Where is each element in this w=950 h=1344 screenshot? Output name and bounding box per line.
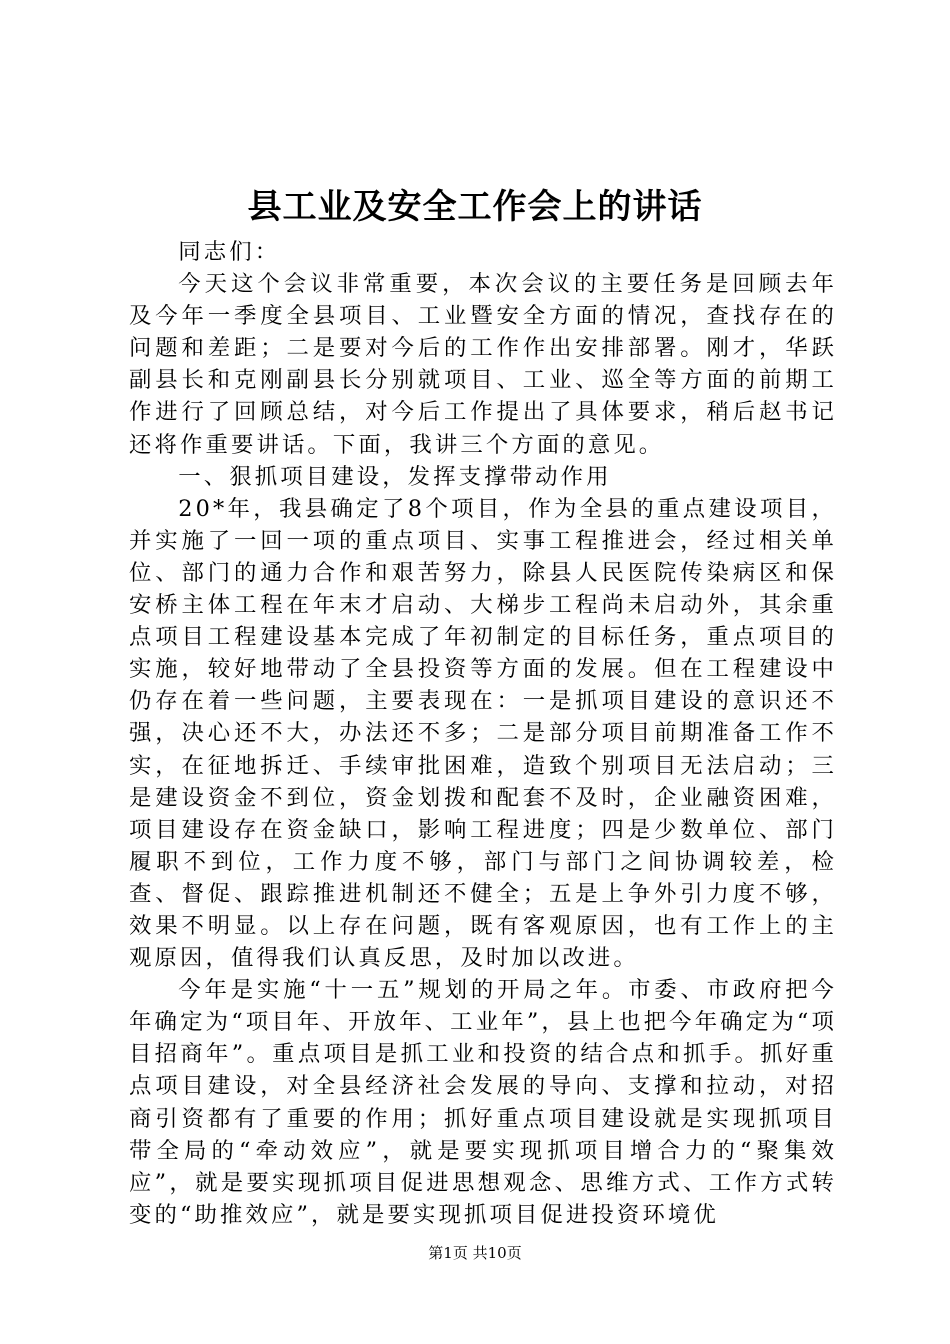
paragraph-this-year: 今年是实施“十一五”规划的开局之年。市委、市政府把今年确定为“项目年、开放年、工业年”，县上也把今年确定为“项目招商年”。重点项目是抓工业和投资的结合点和抓手。抓好重点项目建设，对全县经济社会发展的导向、支撑和拉动，对招商引资都有了重要的作用；抓好重点项目建设就是实现抓项目带全局的“牵动效应”，就是要实现抓项目增合力的“聚集效应”，就是要实现抓项目促进思想观念、思维方式、工作方式转变的“助推效应”，就是要实现抓项目促进投资环境优 xyxy=(129,977,837,1228)
document-title: 县工业及安全工作会上的讲话 xyxy=(247,187,703,227)
document-body xyxy=(129,236,837,1231)
section-heading-1: 一、狠抓项目建设，发挥支撑带动作用 xyxy=(178,463,612,490)
paragraph-project-review: 20*年，我县确定了8个项目，作为全县的重点建设项目，并实施了一回一项的重点项目、实事工程推进会，经过相关单位、部门的通力合作和艰苦努力，除县人民医院传染病区和保安桥主体工程在年末才启动、大梯步工程尚未启动外，其余重点项目工程建设基本完成了年初制定的目标任务，重点项目的实施，较好地带动了全县投资等方面的发展。但在工程建设中仍存在着一些问题，主要表现在：一是抓项目建设的意识还不强，决心还不大，办法还不多；二是部分项目前期准备工作不实，在征地拆迁、手续审批困难，造致个别项目无法启动；三是建设资金不到位，资金划拨和配套不及时，企业融资困难，项目建设存在资金缺口，影响工程进度；四是少数单位、部门履职不到位，工作力度不够，部门与部门之间协调较差，检查、督促、跟踪推进机制还不健全；五是上争外引力度不够，效果不明显。以上存在问题，既有客观原因，也有工作上的主观原因，值得我们认真反思，及时加以改进。 xyxy=(129,495,837,972)
page-number-footer: 第1页 共10页 xyxy=(428,1244,522,1262)
paragraph-intro: 今天这个会议非常重要，本次会议的主要任务是回顾去年及今年一季度全县项目、工业暨安全方面的情况，查找存在的问题和差距；二是要对今后的工作作出安排部署。刚才，华跃副县长和克刚副县长分别就项目、工业、巡全等方面的前期工作进行了回顾总结，对今后工作提出了具体要求，稍后赵书记还将作重要讲话。下面，我讲三个方面的意见。 xyxy=(129,271,837,458)
salutation: 同志们： xyxy=(178,239,281,265)
